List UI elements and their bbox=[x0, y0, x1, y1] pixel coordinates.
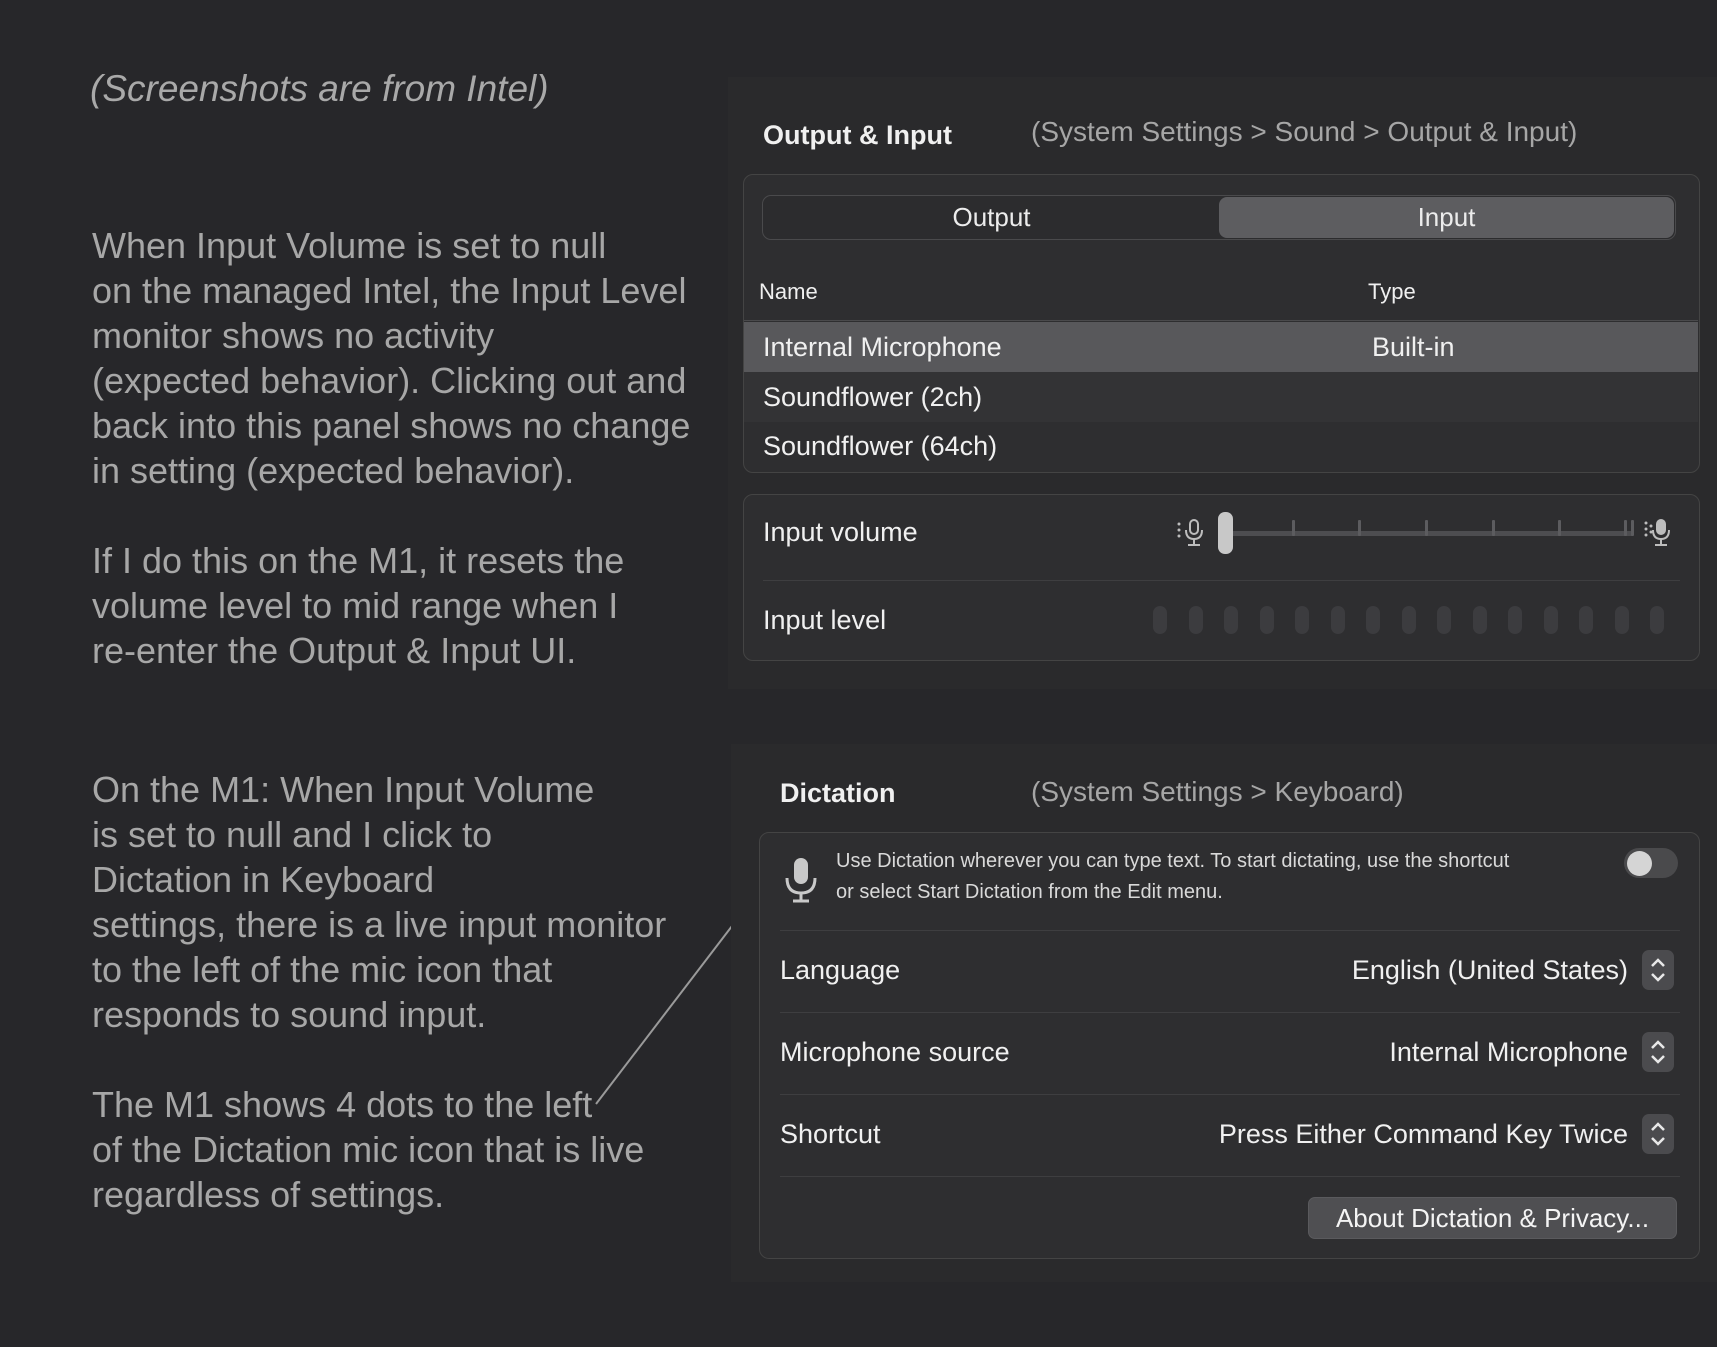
device-type: Built-in bbox=[1372, 331, 1455, 362]
chevron-up-down-icon bbox=[1648, 1119, 1668, 1149]
volume-level-divider bbox=[763, 580, 1680, 581]
slider-tick bbox=[1358, 520, 1361, 536]
input-level-segment bbox=[1295, 606, 1309, 634]
input-level-segment bbox=[1260, 606, 1274, 634]
toggle-knob bbox=[1627, 851, 1652, 876]
input-level-segment bbox=[1224, 606, 1238, 634]
output-input-path: (System Settings > Sound > Output & Input) bbox=[1031, 116, 1578, 147]
microphone-low-volume-icon bbox=[1176, 517, 1210, 551]
table-row[interactable] bbox=[744, 372, 1698, 422]
language-stepper[interactable] bbox=[1642, 950, 1674, 990]
input-volume-slider-knob[interactable] bbox=[1218, 512, 1233, 554]
shortcut-stepper[interactable] bbox=[1642, 1114, 1674, 1154]
input-level-segment bbox=[1473, 606, 1487, 634]
slider-tick bbox=[1558, 520, 1561, 536]
slider-tick bbox=[1624, 520, 1627, 536]
divider bbox=[780, 1176, 1680, 1177]
language-label: Language bbox=[780, 955, 901, 985]
microphone-icon bbox=[782, 856, 822, 906]
slider-tick bbox=[1492, 520, 1495, 536]
column-header-name[interactable]: Name bbox=[759, 279, 818, 304]
dictation-toggle[interactable] bbox=[1624, 848, 1678, 878]
column-header-type[interactable]: Type bbox=[1368, 279, 1416, 304]
chevron-up-down-icon bbox=[1648, 1037, 1668, 1067]
device-name: Soundflower (2ch) bbox=[763, 381, 983, 412]
microphone-source-label: Microphone source bbox=[780, 1037, 1010, 1067]
input-level-segment bbox=[1579, 606, 1593, 634]
input-volume-label: Input volume bbox=[763, 517, 918, 547]
note-paragraph-2: If I do this on the M1, it resets the volume level to mid range when I re-enter the Output & Input UI. bbox=[92, 540, 625, 671]
slider-tick bbox=[1425, 520, 1428, 536]
dictation-path: (System Settings > Keyboard) bbox=[1031, 776, 1404, 807]
device-name: Soundflower (64ch) bbox=[763, 430, 998, 461]
input-volume-track[interactable] bbox=[1224, 531, 1634, 536]
dictation-title: Dictation bbox=[780, 778, 896, 808]
output-input-title: Output & Input bbox=[763, 120, 952, 150]
input-level-segment bbox=[1544, 606, 1558, 634]
table-header-divider bbox=[744, 320, 1698, 321]
language-value[interactable]: English (United States) bbox=[1351, 955, 1628, 985]
input-level-segment bbox=[1650, 606, 1664, 634]
note-paragraph-1: When Input Volume is set to null on the managed Intel, the Input Level monitor shows no activity (expected behavior). Clicking out and back into this panel shows no change in setting (expected behavior). bbox=[92, 225, 691, 491]
device-name: Internal Microphone bbox=[763, 331, 1002, 362]
table-row[interactable] bbox=[744, 322, 1698, 372]
notes-header: (Screenshots are from Intel) bbox=[90, 68, 549, 109]
input-level-segment bbox=[1508, 606, 1522, 634]
output-input-segmented-control bbox=[762, 195, 1676, 240]
tab-output[interactable]: Output bbox=[952, 202, 1031, 232]
tab-input[interactable]: Input bbox=[1219, 197, 1674, 238]
input-level-segment bbox=[1153, 606, 1167, 634]
note-paragraph-4: The M1 shows 4 dots to the left of the Dictation mic icon that is live regardless of settings. bbox=[92, 1084, 645, 1215]
input-level-label: Input level bbox=[763, 605, 887, 635]
microphone-source-stepper[interactable] bbox=[1642, 1032, 1674, 1072]
chevron-up-down-icon bbox=[1648, 955, 1668, 985]
microphone-source-value[interactable]: Internal Microphone bbox=[1389, 1037, 1628, 1067]
table-row[interactable] bbox=[744, 422, 1698, 470]
divider bbox=[780, 930, 1680, 931]
input-level-segment bbox=[1366, 606, 1380, 634]
microphone-high-volume-icon bbox=[1643, 517, 1677, 551]
input-level-segment bbox=[1437, 606, 1451, 634]
shortcut-label: Shortcut bbox=[780, 1119, 881, 1149]
input-level-segment bbox=[1615, 606, 1629, 634]
input-level-segment bbox=[1189, 606, 1203, 634]
slider-tick bbox=[1292, 520, 1295, 536]
input-level-segment bbox=[1402, 606, 1416, 634]
about-dictation-privacy-button[interactable]: About Dictation & Privacy... bbox=[1308, 1197, 1677, 1239]
divider bbox=[780, 1012, 1680, 1013]
slider-tick bbox=[1631, 520, 1634, 536]
note-paragraph-3: On the M1: When Input Volume is set to null and I click to Dictation in Keyboard settings, there is a live input monitor to the left of the mic icon that responds to sound input. bbox=[92, 769, 667, 1035]
input-level-segment bbox=[1331, 606, 1345, 634]
shortcut-value[interactable]: Press Either Command Key Twice bbox=[1218, 1119, 1628, 1149]
divider bbox=[780, 1094, 1680, 1095]
dictation-description: Use Dictation wherever you can type text. To start dictating, use the shortcut or select Start Dictation from the Edit menu. bbox=[836, 850, 1510, 903]
